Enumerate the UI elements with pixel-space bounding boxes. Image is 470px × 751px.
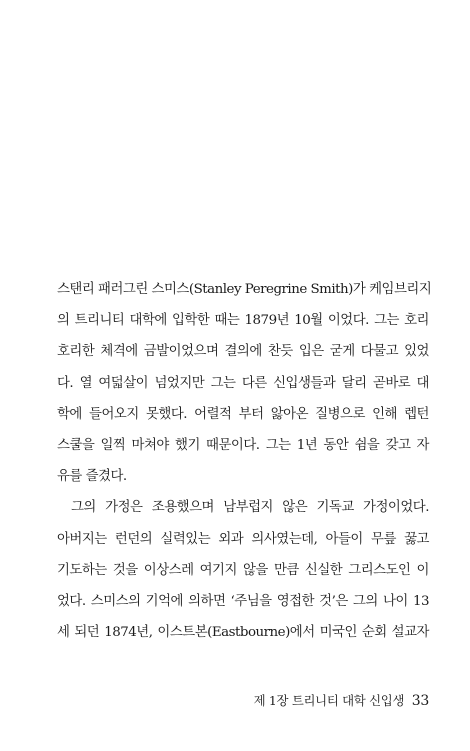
body-line: 세 되던 1874년, 이스트본(Eastbourne)에서 미국인 순회 설교자: [57, 625, 429, 641]
body-line: 의 트리니티 대학에 입학한 때는 1879년 10월 이었다. 그는 호리: [57, 313, 429, 329]
paragraph-first-line: 그의 가정은 조용했으며 남부럽지 않은 기독교 가정이었다.: [71, 500, 429, 516]
body-text: [57, 280, 432, 654]
body-line: 기도하는 것을 이상스레 여기지 않을 만큼 신실한 그리스도인 이: [57, 562, 429, 578]
body-line: 다. 열 여덟살이 넘었지만 그는 다른 신입생들과 달리 곧바로 대: [57, 375, 429, 391]
body-line: 었다. 스미스의 기억에 의하면 ‘주님을 영접한 것’은 그의 나이 13: [57, 593, 429, 609]
body-line: 유를 즐겼다.: [57, 469, 127, 485]
page-number: 33: [411, 693, 429, 709]
body-line: 호리한 체격에 금발이었으며 결의에 찬듯 입은 굳게 다물고 있었: [57, 344, 429, 360]
body-line: 학에 들어오지 못했다. 어렬적 부터 앓아온 질병으로 인해 렙턴: [57, 406, 429, 422]
body-line: 스탠리 패러그린 스미스(Stanley Peregrine Smith)가 케임브리지: [57, 282, 432, 297]
body-line: 스쿨을 일찍 마쳐야 했기 때문이다. 그는 1년 동안 쉼을 갖고 자: [57, 437, 429, 453]
body-line: 아버지는 런던의 실력있는 외과 의사였는데, 아들이 무릎 꿇고: [57, 531, 429, 547]
running-head: 제 1장 트리니티 대학 신입생: [253, 693, 405, 708]
page-footer: [254, 691, 429, 709]
